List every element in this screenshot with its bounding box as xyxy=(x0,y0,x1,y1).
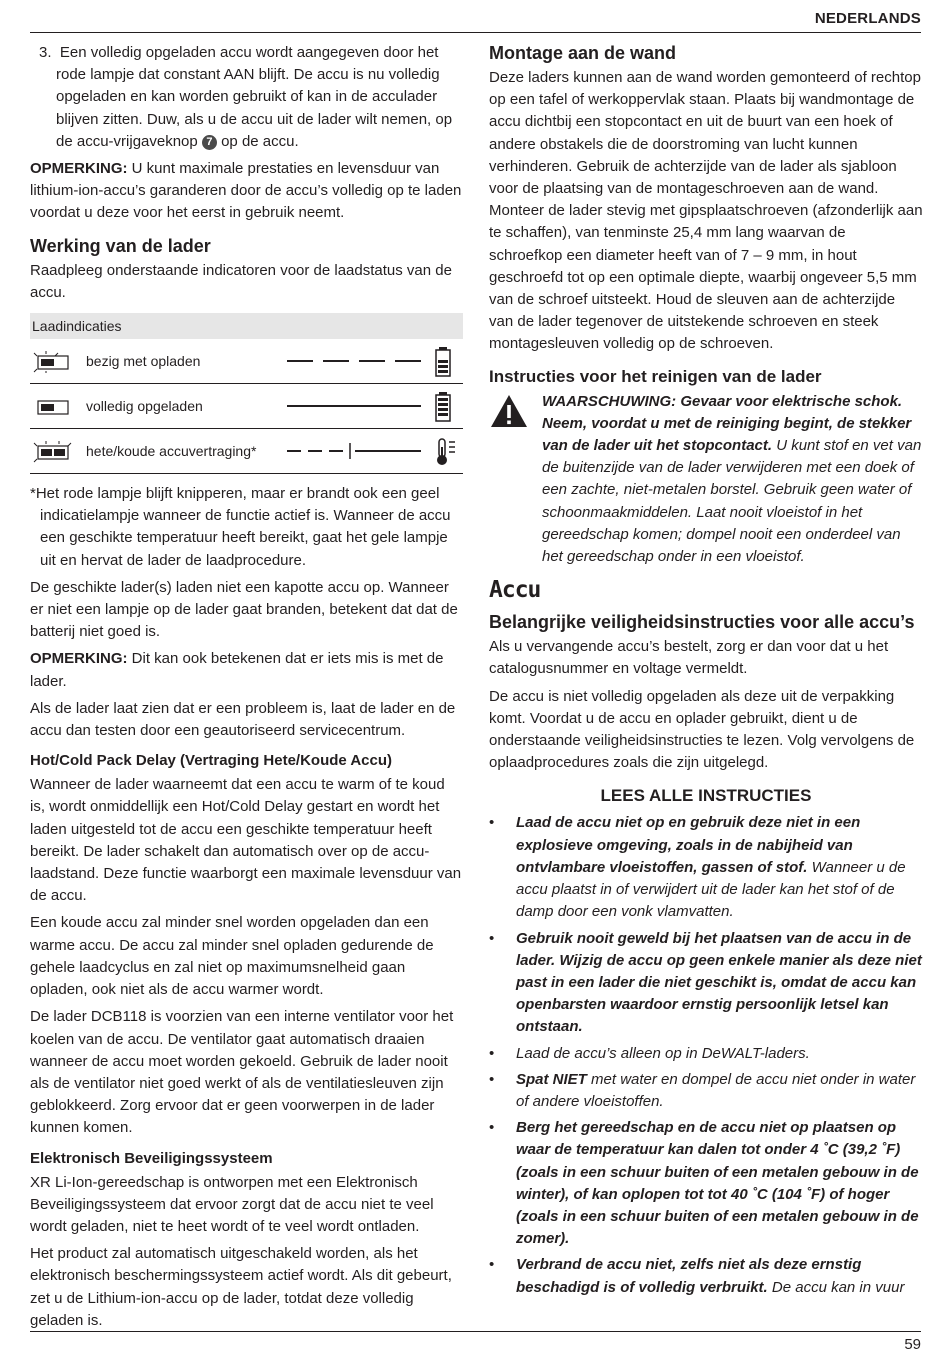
row-label: hete/koude accuvertraging* xyxy=(86,443,257,460)
warning-triangle-icon xyxy=(489,393,529,429)
bullet-text: Laad de accu’s alleen op in DeWALT-laders. xyxy=(516,1044,810,1062)
paragraph-hot-cold: Wanneer de lader waarneemt dat een accu te warm of te koud is, wordt onmiddellijk een Hot/Cold Delay gestart en wordt het laden uitgesteld tot de accu een geschikte temperatuur heeft bereikt. De lader schakelt dan automatisch over op de accu-laadstand. Deze functie waarborgt een maximale levensduur van de accu. xyxy=(30,776,462,905)
heading-belangrijke: Belangrijke veiligheidsinstructies voor alle accu’s xyxy=(489,612,915,633)
dashed-signal-icon xyxy=(287,351,427,371)
paragraph-geschikte: De geschikte lader(s) laden niet een kapotte accu op. Wanneer er niet een lampje op de lader gaat branden, betekent dat dat de batterij niet goed is. xyxy=(30,578,458,641)
steady-led-icon xyxy=(32,396,72,418)
heading-montage: Montage aan de wand xyxy=(489,43,677,63)
right-column xyxy=(489,42,923,1303)
row-label: volledig opgeladen xyxy=(86,398,203,415)
item3-text-a: Een volledig opgeladen accu wordt aangegeven door het rode lampje dat constant AAN blijft. De accu is nu volledig opgeladen en kan worden gebruikt of kan in de acculader blijven zitten. Duw, als u de accu uit de lader wilt nemen, op de accu-vrijgaveknop xyxy=(56,44,453,150)
warning-bold: WAARSCHUWING: Gevaar voor elektrische schok. Neem, voordat u met de reiniging begint, de stekker van de lader uit het stopcontact. xyxy=(542,392,912,455)
item3-text-b: op de accu. xyxy=(221,132,299,150)
page-header xyxy=(30,10,921,33)
table-header: Laadindicaties xyxy=(30,313,463,339)
double-blinking-led-icon xyxy=(32,441,72,463)
bullet-bold: Laad de accu niet op en gebruik deze niet in een explosieve omgeving, zoals in de nabijheid van ontvlambare vloeistoffen, gassen of stof. xyxy=(516,814,861,876)
battery-charging-icon xyxy=(435,347,451,377)
paragraph-montage: Deze laders kunnen aan de wand worden gemonteerd of rechtop op een tafel of werkoppervlak staan. Plaats bij wandmontage de accu dichtbij een stopcontact en uit de buurt van een hoek of andere obstakels die de doorstroming van lucht kunnen verhinderen. Gebruik de achterzijde van de lader als sjabloon voor de plaatsing van de montageschroeven aan de wand. Monteer de lader stevig met gipsplaatschroeven (afzonderlijk aan te schaffen), van tenminste 25,4 mm lang waarvan de schroefkop een diameter heeft van of 7 – 9 mm, in hout geschroefd tot op een optimale diepte, waarbij ongeveer 5,5 mm van de schroef uitsteekt. Houd de sleuven aan de achterzijde van de lader tegenover de uitstekende schroeven en steek montagesleuven volledig op de schroeven. xyxy=(489,69,923,353)
blinking-led-icon xyxy=(32,351,72,373)
note-text: Dit kan ook betekenen dat er iets mis is met de lader. xyxy=(30,650,444,690)
list-item xyxy=(489,1254,923,1298)
note-text: U kunt maximale prestaties en levensduur van lithium-ion-accu’s garanderen door de accu’s volledig op te laden voordat u deze voor het eerst in gebruik neemt. xyxy=(30,160,462,222)
page-footer xyxy=(30,1331,921,1353)
note-2 xyxy=(30,648,463,692)
heading-elektronisch: Elektronisch Beveiligingssysteem xyxy=(30,1149,273,1167)
row-label: bezig met opladen xyxy=(86,353,201,370)
list-item xyxy=(489,812,923,923)
bullet-text: met water en dompel de accu niet onder in water of andere vloeistoffen. xyxy=(516,1070,916,1110)
charge-indicator-table xyxy=(30,313,463,474)
paragraph-raadpleeg: Raadpleeg onderstaande indicatoren voor de laadstatus van de accu. xyxy=(30,261,452,301)
paragraph-ventilator: De lader DCB118 is voorzien van een interne ventilator voor het koelen van de accu. De ventilator gaat automatisch draaien wanneer de accu moet worden gekoeld. Gebruik de lader nooit als de ventilator niet goed werkt of als de ventilatiesleuven zijn geblokkeerd. Zorg ervoor dat er geen voorwerpen in de lader kunnen komen. xyxy=(30,1008,454,1137)
language-label: NEDERLANDS xyxy=(814,10,921,27)
paragraph-product: Het product zal automatisch uitgeschakeld worden, als het elektronisch beschermingssysteem actief wordt. Als dit gebeurt, zet u de Lithium-ion-accu op de lader, totdat deze volledig geladen is. xyxy=(30,1245,452,1329)
mixed-signal-icon xyxy=(287,441,427,461)
bullet-text: De accu kan in vuur xyxy=(771,1278,905,1296)
paragraph-vervangende: Als u vervangende accu’s bestelt, zorg er dan voor dat u het catalogusnummer en voltage vermeldt. xyxy=(489,638,889,678)
heading-reinigen: Instructies voor het reinigen van de lader xyxy=(489,366,822,386)
battery-full-icon xyxy=(435,392,451,422)
list-item xyxy=(489,928,923,1039)
footnote: *Het rode lampje blijft knipperen, maar er brandt ook een geel indicatielampje wanneer de functie actief is. Wanneer de accu een geschikte temperatuur heeft bereikt, gaat het gele lampje uit en hervat de lader de laadprocedure. xyxy=(30,485,451,569)
table-row-hot-cold xyxy=(30,429,463,474)
warning-text: U kunt stof en vet van de buitenzijde van de lader verwijderen met een doek of een zachte, niet-metalen borstel. Gebruik geen water of schoonmaakmiddelen. Laat nooit vloeistof in het gereedschap komen; dompel nooit een onderdeel van het gereedschap onder in een vloeistof. xyxy=(542,437,922,566)
paragraph-verpakking: De accu is niet volledig opgeladen als deze uit de verpakking komt. Voordat u de accu en oplader gebruikt, dient u de onderstaande veiligheidsinstructies te lezen. Volg vervolgens de oplaadprocedures zoals die zijn uitgelegd. xyxy=(489,687,915,772)
list-item xyxy=(489,1117,923,1250)
bullet-bold: Berg het gereedschap en de accu niet op plaatsen op waar de temperatuur kan dalen tot onder 4 ˚C (39,2 ˚F) (zoals in een schuur buiten of een metalen gebouw in de winter), of kan oplopen tot tot 40 ˚C (104 ˚F) of hoger (zoals in een schuur buiten of een metalen gebouw in de zomer). xyxy=(516,1119,919,1248)
page-number: 59 xyxy=(904,1336,921,1353)
list-item xyxy=(489,1043,923,1065)
paragraph-koude: Een koude accu zal minder snel worden opgeladen dan een warme accu. De accu zal minder snel opladen gedurende de gehele laadcyclus en zal niet op maximumsnelheid gaan opladen, ook niet als de accu warmer wordt. xyxy=(30,914,434,999)
table-row-charged xyxy=(30,384,463,429)
solid-signal-icon xyxy=(287,396,427,416)
bullet-text: Wanneer u de accu plaatst in of verwijdert uit de lader kan het stof of de damp door een vonk vlamvatten. xyxy=(516,858,906,921)
left-column xyxy=(30,42,463,1337)
note-label: OPMERKING: xyxy=(30,160,128,178)
heading-accu: Accu xyxy=(489,577,541,604)
table-row-charging xyxy=(30,339,463,384)
paragraph-probleem: Als de lader laat zien dat er een probleem is, laat de lader en de accu dan testen door een geautoriseerd servicecentrum. xyxy=(30,699,456,740)
note-label: OPMERKING: xyxy=(30,650,128,668)
thermometer-icon xyxy=(435,437,459,467)
paragraph-xr: XR Li-Ion-gereedschap is ontworpen met een Elektronisch Beveiligingssysteem dat ervoor zorgt dat de accu niet te veel wordt geladen, niet te heet wordt of te veel wordt ontladen. xyxy=(30,1173,434,1235)
warning-block xyxy=(489,391,923,569)
bullet-bold: Gebruik nooit geweld bij het plaatsen van de accu in de lader. Wijzig de accu op geen enkele manier als deze niet past in een lader die niet geschikt is, omdat de accu kan openbarsten waardoor ernstig persoonlijk letsel kan ontstaan. xyxy=(516,929,922,1036)
heading-lees-alle: LEES ALLE INSTRUCTIES xyxy=(600,786,812,806)
note-1 xyxy=(30,158,463,225)
numbered-item-3: 3. Een volledig opgeladen accu wordt aangegeven door het rode lampje dat constant AAN blijft. De accu is nu volledig opgeladen en kan worden gebruikt of kan in de acculader blijven zitten. Duw, als u de accu uit de lader wilt nemen, op de accu-vrijgaveknop 7 op de accu. xyxy=(39,44,453,150)
bullet-bold: Spat NIET xyxy=(516,1070,587,1088)
reference-badge: 7 xyxy=(202,135,217,150)
heading-hot-cold: Hot/Cold Pack Delay (Vertraging Hete/Koude Accu) xyxy=(30,752,393,770)
heading-werking: Werking van de lader xyxy=(30,235,211,256)
list-item xyxy=(489,1069,923,1113)
bullet-bold: Verbrand de accu niet, zelfs niet als deze ernstig beschadigd is of volledig verbruikt. xyxy=(516,1256,862,1296)
safety-list xyxy=(489,812,923,1298)
